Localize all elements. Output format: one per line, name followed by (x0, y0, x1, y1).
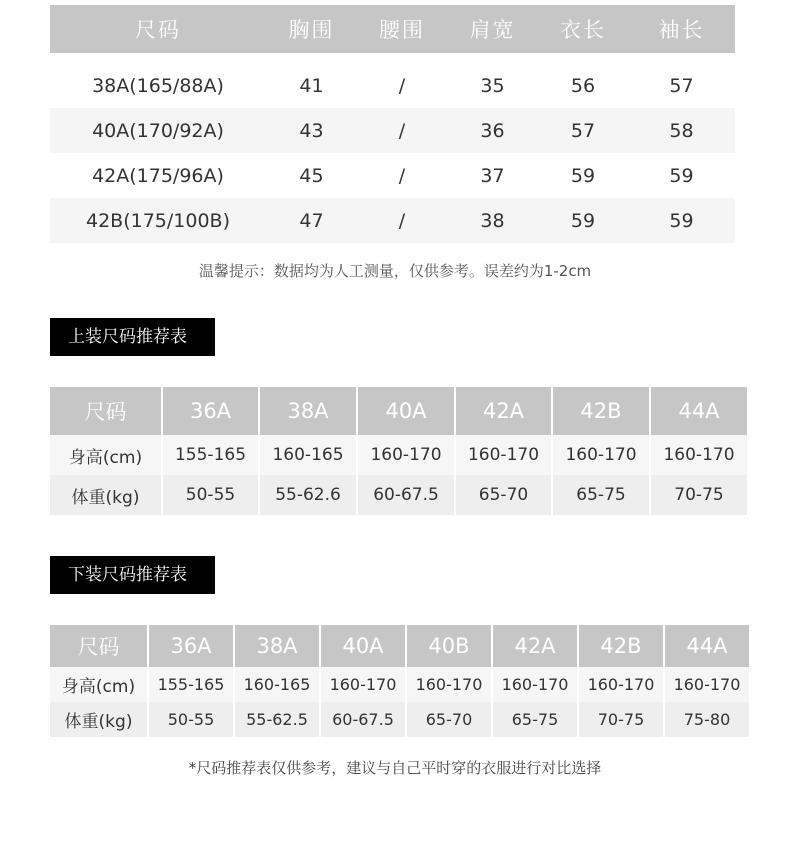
table-cell: 160-170 (321, 667, 405, 702)
table-row (50, 153, 735, 198)
top-recommend-table (48, 387, 749, 515)
table-cell: / (398, 74, 406, 97)
table-cell: 160-170 (665, 667, 749, 702)
table-cell: / (357, 108, 447, 153)
table-cell: 57 (538, 108, 628, 153)
table-cell: 38 (447, 198, 538, 243)
header-size: 尺码 (50, 625, 147, 667)
header-cell: 40A (321, 625, 405, 667)
table-cell: 37 (480, 164, 505, 187)
table-cell: 50-55 (149, 702, 233, 737)
table-cell: 38A(165/88A) (92, 74, 224, 97)
table-cell: 160-170 (456, 435, 551, 475)
table-cell: / (357, 198, 447, 243)
header-size: 尺码 (50, 387, 161, 435)
table-cell: 70-75 (651, 475, 747, 515)
table-cell: 60-67.5 (321, 702, 405, 737)
bottom-recommend-table (48, 625, 751, 737)
header-sleeve: 袖长 (628, 5, 735, 53)
table-cell: 59 (538, 198, 628, 243)
header-cell: 44A (651, 387, 747, 435)
header-length: 衣长 (538, 5, 628, 53)
row-header-weight: 体重(kg) (50, 702, 147, 737)
table-cell: 60-67.5 (358, 475, 454, 515)
header-cell: 42A (456, 387, 551, 435)
height-row (50, 667, 749, 702)
table-cell: / (398, 164, 406, 187)
row-header-height: 身高(cm) (50, 667, 147, 702)
measurement-note: 温馨提示：数据均为人工测量，仅供参考。误差约为1-2cm (198, 262, 592, 280)
table-cell: 55-62.6 (260, 475, 356, 515)
header-cell: 36A (149, 625, 233, 667)
weight-row (50, 475, 747, 515)
weight-row (50, 702, 749, 737)
table-cell: 59 (570, 164, 596, 187)
header-cell: 44A (665, 625, 749, 667)
table-cell: 155-165 (149, 667, 233, 702)
table-row (50, 108, 735, 153)
table-cell: 160-165 (235, 667, 319, 702)
top-section-title: 上装尺码推荐表 (50, 318, 215, 356)
header-cell: 36A (163, 387, 258, 435)
table-cell: 155-165 (163, 435, 258, 475)
table-cell: 40A(170/92A) (50, 108, 266, 153)
table-cell: 160-170 (553, 435, 649, 475)
table-cell: 59 (628, 198, 735, 243)
header-cell: 42B (579, 625, 663, 667)
table-cell: 160-170 (493, 667, 577, 702)
height-row (50, 435, 747, 475)
table-cell: 57 (669, 74, 694, 97)
header-cell: 38A (260, 387, 356, 435)
size-measurement-table (50, 5, 735, 243)
table-cell: 43 (266, 108, 357, 153)
header-cell: 40B (407, 625, 491, 667)
table-cell: 58 (628, 108, 735, 153)
table-cell: 160-170 (358, 435, 454, 475)
top-table-header-row (50, 387, 747, 435)
table-cell: 65-70 (456, 475, 551, 515)
table-cell: 47 (266, 198, 357, 243)
table-cell: 65-75 (553, 475, 649, 515)
table-cell: 160-170 (579, 667, 663, 702)
row-header-weight: 体重(kg) (50, 475, 161, 515)
size-table-header-row (50, 5, 735, 53)
header-shoulder: 肩宽 (447, 5, 538, 53)
table-cell: 160-170 (407, 667, 491, 702)
header-cell: 42B (553, 387, 649, 435)
table-cell: 70-75 (579, 702, 663, 737)
row-header-height: 身高(cm) (50, 435, 161, 475)
table-cell: 65-75 (493, 702, 577, 737)
table-cell: 65-70 (407, 702, 491, 737)
bottom-table-header-row (50, 625, 749, 667)
table-cell: 75-80 (665, 702, 749, 737)
header-cell: 38A (235, 625, 319, 667)
table-cell: 35 (480, 74, 505, 97)
table-cell: 41 (299, 74, 324, 97)
bottom-section-title: 下装尺码推荐表 (50, 556, 215, 594)
recommendation-note: *尺码推荐表仅供参考，建议与自己平时穿的衣服进行对比选择 (188, 759, 602, 777)
table-cell: 59 (669, 164, 694, 187)
table-cell: 160-165 (260, 435, 356, 475)
header-cell: 42A (493, 625, 577, 667)
table-cell: 50-55 (163, 475, 258, 515)
table-row (50, 198, 735, 243)
table-row (50, 53, 735, 108)
table-cell: 36 (447, 108, 538, 153)
header-size: 尺码 (50, 5, 266, 53)
table-cell: 42B(175/100B) (50, 198, 266, 243)
header-waist: 腰围 (357, 5, 447, 53)
table-cell: 45 (299, 164, 324, 187)
table-cell: 55-62.5 (235, 702, 319, 737)
table-cell: 160-170 (651, 435, 747, 475)
table-cell: 42A(175/96A) (92, 164, 224, 187)
header-cell: 40A (358, 387, 454, 435)
table-cell: 56 (570, 74, 596, 97)
header-chest: 胸围 (266, 5, 357, 53)
